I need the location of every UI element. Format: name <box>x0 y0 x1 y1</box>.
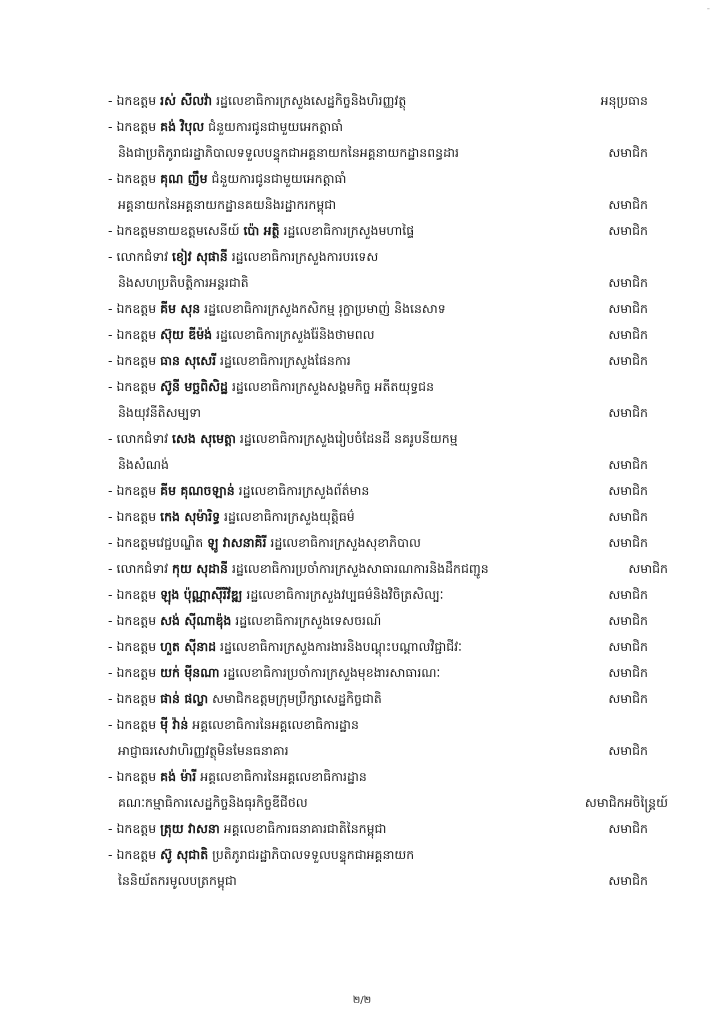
entry-continuation <box>108 790 668 816</box>
committee-role: សមាជិក <box>608 509 648 524</box>
entry-continuation <box>108 400 668 426</box>
committee-role: សមាជិក <box>608 639 648 654</box>
committee-role: សមាជិក <box>608 665 648 680</box>
title-prefix: - ឯកឧត្តម <box>108 171 161 186</box>
title-prefix: - ឯកឧត្តមនាយឧត្តមសេនីយ៍ <box>108 223 244 238</box>
member-name: ឡូ វាសនាគិរី <box>207 535 267 550</box>
page-number: ២/២ <box>352 995 372 1006</box>
position-text: អគ្គលេខាធិការនៃអគ្គលេខាធិការដ្ឋាន <box>188 717 359 732</box>
title-prefix: - ឯកឧត្តម <box>108 717 161 732</box>
corner-mark: - <box>706 4 710 14</box>
committee-role: សមាជិក <box>608 353 648 368</box>
position-text: រដ្ឋលេខាធិការក្រសួងព័ត៌មាន <box>234 483 370 498</box>
position-text: រដ្ឋលេខាធិការក្រសួងការងារនិងបណ្តុះបណ្តាលវិជ្ជាជីវៈ <box>216 639 462 654</box>
position-text-continued: អាជ្ញាធរសេវាហិរញ្ញវត្ថុមិនមែនធនាគារ <box>118 743 289 758</box>
committee-role: សមាជិក <box>608 613 648 628</box>
title-prefix: - ឯកឧត្តម <box>108 379 161 394</box>
member-entry <box>108 842 668 894</box>
title-prefix: - ឯកឧត្តម <box>108 613 161 628</box>
entry-line <box>108 608 668 634</box>
committee-role: សមាជិក <box>608 197 648 212</box>
position-text: រដ្ឋលេខាធិការក្រសួងកសិកម្ម រុក្ខាប្រមាញ់ និងនេសាទ <box>200 301 446 316</box>
member-entry <box>108 478 668 504</box>
member-entry <box>108 166 668 218</box>
position-text: អគ្គលេខាធិការនៃអគ្គលេខាធិការដ្ឋាន <box>196 769 367 784</box>
entry-line <box>108 660 668 686</box>
entry-line <box>108 88 668 114</box>
position-text: រដ្ឋលេខាធិការប្រចាំការក្រសួងមុខងារសាធារណៈ <box>219 665 441 680</box>
entry-line <box>108 504 668 530</box>
member-name: គង់ ម៉ារី <box>160 769 197 784</box>
committee-role: សមាជិក <box>608 223 648 238</box>
entry-line <box>108 530 668 556</box>
member-entry <box>108 88 668 114</box>
title-prefix: - ឯកឧត្តម <box>108 119 161 134</box>
member-entry <box>108 296 668 322</box>
title-prefix: - ឯកឧត្តម <box>108 665 161 680</box>
position-text-continued: គណៈកម្មាធិការសេដ្ឋកិច្ចនិងធុរកិច្ចឌីជីថល <box>118 795 308 810</box>
entry-line <box>108 842 668 868</box>
entry-line <box>108 634 668 660</box>
member-entry <box>108 660 668 686</box>
committee-role: សមាជិក <box>608 691 648 706</box>
committee-role: សមាជិកអចិន្ត្រៃយ៍ <box>584 795 668 810</box>
entry-line <box>108 296 668 322</box>
entry-continuation <box>108 868 668 894</box>
member-list <box>108 88 668 894</box>
member-entry <box>108 530 668 556</box>
position-text: ប្រតិភូរាជរដ្ឋាភិបាលទទួលបន្ទុកជាអគ្គនាយក <box>208 847 415 862</box>
member-name: គុណ ញឹម <box>160 171 208 186</box>
entry-line <box>108 478 668 504</box>
member-entry <box>108 634 668 660</box>
title-prefix: - ឯកឧត្តម <box>108 847 161 862</box>
member-entry <box>108 114 668 166</box>
entry-line <box>108 686 668 712</box>
position-text: រដ្ឋលេខាធិការក្រសួងទេសចរណ៍ <box>231 613 382 628</box>
position-text: រដ្ឋលេខាធិការប្រចាំការក្រសួងសាធារណការនិងដឹកជញ្ជូន <box>227 561 489 576</box>
member-entry <box>108 556 668 582</box>
title-prefix: - ឯកឧត្តម <box>108 327 161 342</box>
member-entry <box>108 582 668 608</box>
committee-role: សមាជិក <box>608 145 648 160</box>
title-prefix: - ឯកឧត្តមវេជ្ជបណ្ឌិត <box>108 535 208 550</box>
member-name: កេង សុម៉ារិទ្ធ <box>160 509 221 524</box>
title-prefix: - ឯកឧត្តម <box>108 769 161 784</box>
member-entry <box>108 608 668 634</box>
position-text: រដ្ឋលេខាធិការក្រសួងរ៉ែនិងថាមពល <box>212 327 375 342</box>
entry-line <box>108 218 668 244</box>
position-text: សមាជិកឧត្តមក្រុមប្រឹក្សាសេដ្ឋកិច្ចជាតិ <box>208 691 382 706</box>
committee-role: សមាជិក <box>608 327 648 342</box>
member-name: ស៊ូនី មច្ឆពិសិដ្ឋ <box>160 379 228 394</box>
committee-role: សមាជិក <box>608 821 648 836</box>
position-text: ជំនួយការជូនជាមួយអេកត្តាធាំ <box>204 119 344 134</box>
committee-role: អនុប្រធាន <box>600 93 648 108</box>
committee-role: សមាជិក <box>608 457 648 472</box>
member-name: គីម គុណចឡាន់ <box>160 483 235 498</box>
entry-continuation <box>108 140 668 166</box>
member-name: ខៀវ សុផានី <box>172 249 228 264</box>
member-entry <box>108 504 668 530</box>
committee-role: សមាជិក <box>608 405 648 420</box>
entry-line <box>108 166 668 192</box>
position-text: រដ្ឋលេខាធិការក្រសួងរៀបចំដែនដី នគរូបនីយកម្ម <box>235 431 458 446</box>
entry-continuation <box>108 452 668 478</box>
position-text: រដ្ឋលេខាធិការក្រសួងសេដ្ឋកិច្ចនិងហិរញ្ញវត្ថុ <box>212 93 407 108</box>
member-name: ផាន់ ផល្លា <box>160 691 209 706</box>
position-text-continued: នៃនិយ័តករមូលបត្រកម្ពុជា <box>118 873 237 888</box>
member-entry <box>108 374 668 426</box>
position-text-continued: និងយុវនីតិសម្បទា <box>118 405 202 420</box>
committee-role: សមាជិក <box>608 873 648 888</box>
entry-continuation <box>108 738 668 764</box>
entry-line <box>108 582 668 608</box>
member-name: កុយ សុដានី <box>172 561 228 576</box>
committee-role: សមាជិក <box>608 587 648 602</box>
member-name: សង់ ស៊ីណាឌ៉ុង <box>160 613 232 628</box>
position-text-continued: និងសហប្រតិបត្តិការអន្តរជាតិ <box>118 275 249 290</box>
title-prefix: - ឯកឧត្តម <box>108 639 161 654</box>
member-name: ហួត ស៊ីនាដ <box>160 639 217 654</box>
position-text-continued: និងសំណង់ <box>118 457 169 472</box>
member-entry <box>108 712 668 764</box>
position-text: រដ្ឋលេខាធិការក្រសួងផែនការ <box>216 353 351 368</box>
title-prefix: - លោកជំទាវ <box>108 431 173 446</box>
title-prefix: - ឯកឧត្តម <box>108 353 161 368</box>
title-prefix: - ឯកឧត្តម <box>108 821 161 836</box>
member-name: ម៉ី វ៉ាន់ <box>160 717 189 732</box>
member-name: យក់ ម៉ីនណា <box>160 665 220 680</box>
member-entry <box>108 218 668 244</box>
position-text: អគ្គលេខាធិការធនាគារជាតិនៃកម្ពុជា <box>219 821 387 836</box>
committee-role: សមាជិក <box>608 301 648 316</box>
entry-line <box>108 816 668 842</box>
committee-role: សមាជិក <box>628 561 668 576</box>
committee-role: សមាជិក <box>608 535 648 550</box>
member-name: ត្រុយ វាសនា <box>160 821 220 836</box>
position-text-continued: អគ្គនាយកនៃអគ្គនាយកដ្ឋានគយនិងរដ្ឋាករកម្ពុជា <box>118 197 337 212</box>
member-entry <box>108 816 668 842</box>
member-entry <box>108 322 668 348</box>
entry-continuation <box>108 270 668 296</box>
member-name: គីម សុន <box>160 301 201 316</box>
member-entry <box>108 244 668 296</box>
committee-role: សមាជិក <box>608 483 648 498</box>
entry-line <box>108 374 668 400</box>
entry-line <box>108 556 668 582</box>
position-text: រដ្ឋលេខាធិការក្រសួងសុខាភិបាល <box>266 535 421 550</box>
committee-role: សមាជិក <box>608 743 648 758</box>
member-name: រស់ សីលវ៉ា <box>160 93 213 108</box>
title-prefix: - ឯកឧត្តម <box>108 93 161 108</box>
position-text: រដ្ឋលេខាធិការក្រសួងសង្គមកិច្ច អតីតយុទ្ធជន <box>227 379 435 394</box>
position-text: រដ្ឋលេខាធិការក្រសួងមហាផ្ទៃ <box>279 223 415 238</box>
position-text: រដ្ឋលេខាធិការក្រសួងយុត្តិធម៌ <box>220 509 355 524</box>
member-entry <box>108 348 668 374</box>
position-text: រដ្ឋលេខាធិការក្រសួងការបរទេស <box>227 249 379 264</box>
entry-line <box>108 114 668 140</box>
member-entry <box>108 686 668 712</box>
entry-continuation <box>108 192 668 218</box>
member-name: ប៉ោ អត្ថិ <box>243 223 280 238</box>
position-text: រដ្ឋលេខាធិការក្រសួងវប្បធម៌និងវិចិត្រសិល្បៈ <box>242 587 444 602</box>
committee-role: សមាជិក <box>608 275 648 290</box>
title-prefix: - ឯកឧត្តម <box>108 509 161 524</box>
title-prefix: - ឯកឧត្តម <box>108 587 161 602</box>
member-name: ធាន សុសេរី <box>160 353 217 368</box>
title-prefix: - ឯកឧត្តម <box>108 483 161 498</box>
member-name: ស៊ុយ ឌីម៉ង់ <box>160 327 213 342</box>
member-entry <box>108 764 668 816</box>
entry-line <box>108 244 668 270</box>
entry-line <box>108 764 668 790</box>
title-prefix: - ឯកឧត្តម <box>108 691 161 706</box>
title-prefix: - លោកជំទាវ <box>108 249 173 264</box>
entry-line <box>108 348 668 374</box>
member-name: សេង សុមេត្តា <box>172 431 236 446</box>
member-name: ស៊ូ សុជាតិ <box>160 847 209 862</box>
member-name: ឡុង ប៉ុណ្ណាស៊ីរីវ័ឌ្ឍ <box>160 587 243 602</box>
title-prefix: - ឯកឧត្តម <box>108 301 161 316</box>
member-entry <box>108 426 668 478</box>
member-name: គង់ វិបុល <box>160 119 205 134</box>
title-prefix: - លោកជំទាវ <box>108 561 173 576</box>
entry-line <box>108 322 668 348</box>
position-text: ជំនួយការជូនជាមួយអេកត្តាធាំ <box>207 171 347 186</box>
position-text-continued: និងជាប្រតិភូរាជរដ្ឋាភិបាលទទួលបន្ទុកជាអគ្គនាយកនៃអគ្គនាយកដ្ឋានពន្ធដារ <box>118 145 459 160</box>
entry-line <box>108 712 668 738</box>
entry-line <box>108 426 668 452</box>
